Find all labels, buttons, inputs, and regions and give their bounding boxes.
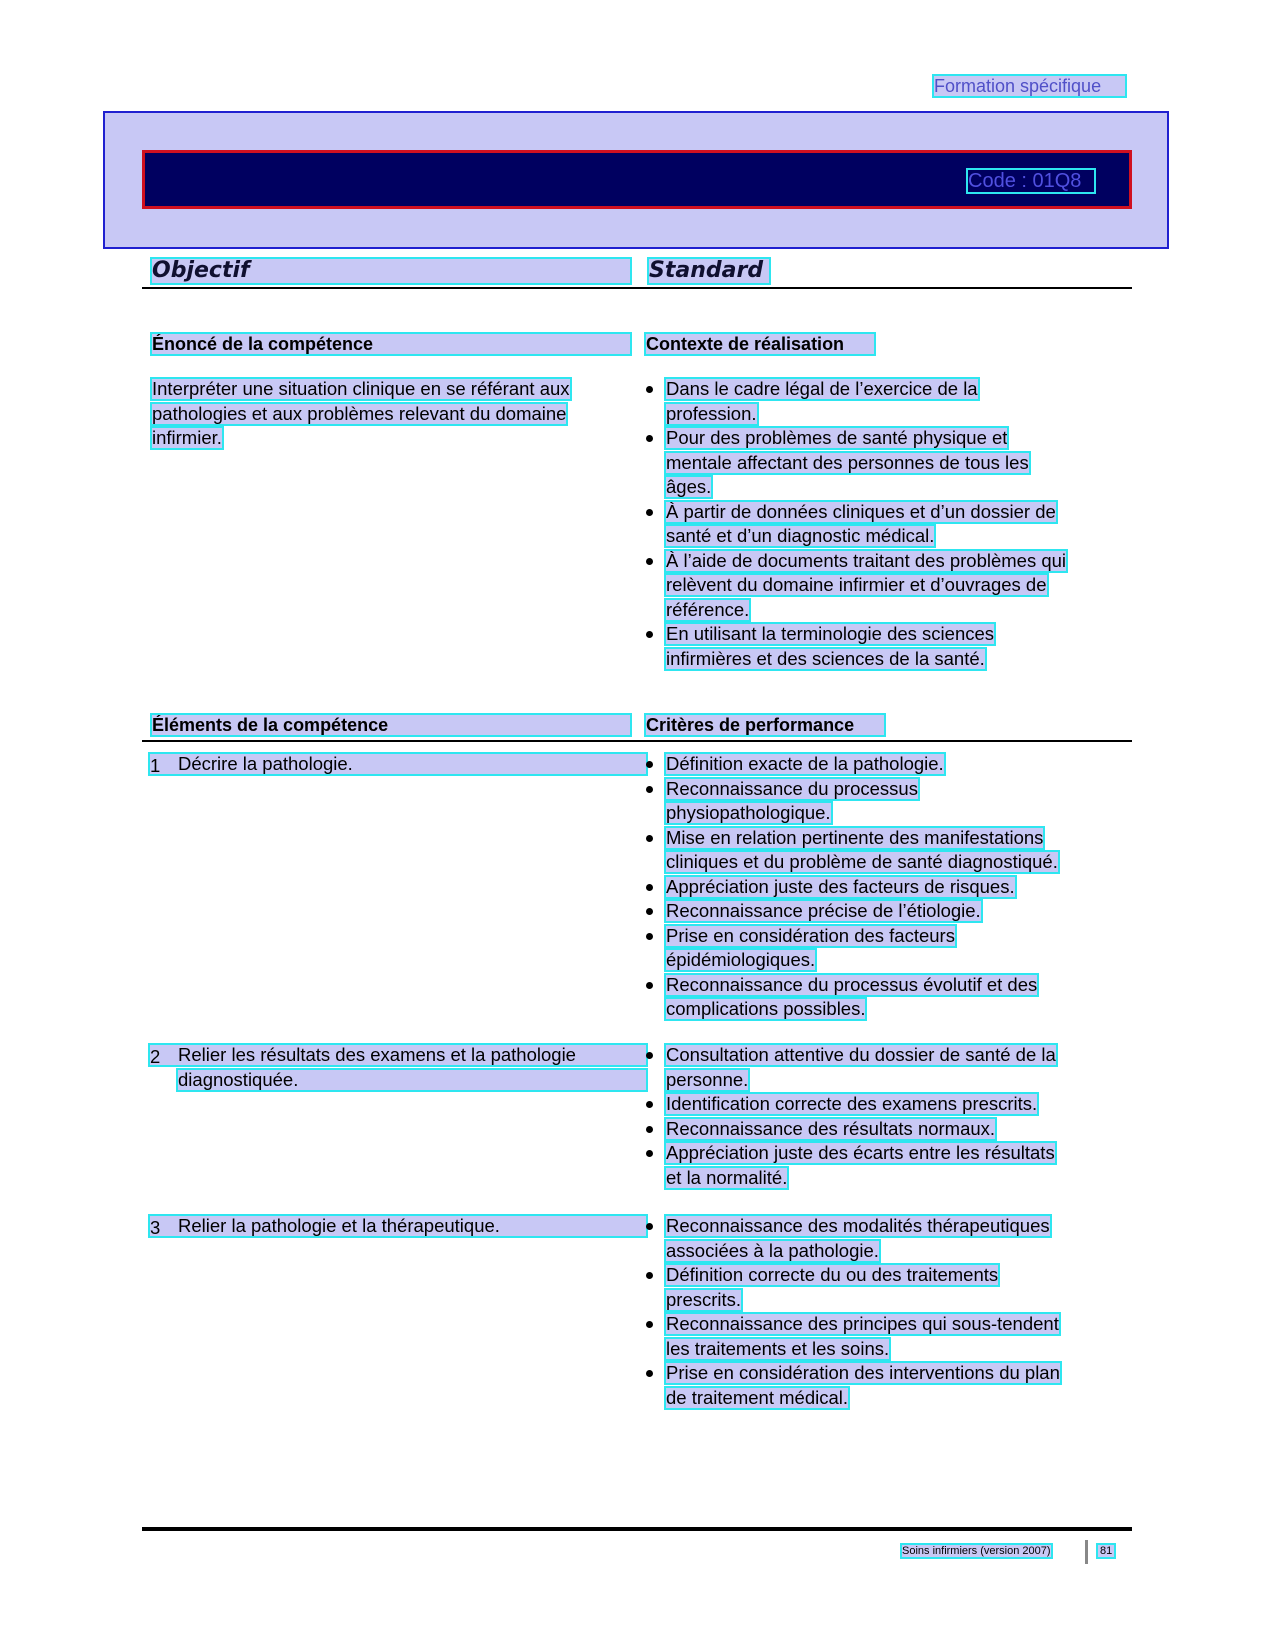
contexte-line: mentale affectant des personnes de tous les [666, 451, 1029, 473]
critere-line: Consultation attentive du dossier de santé de la [666, 1044, 1056, 1065]
critere-line: Mise en relation pertinente des manifestations [666, 826, 1044, 848]
critere-item [646, 877, 1058, 897]
critere-item [646, 975, 1058, 1020]
critere-line: et la normalité. [666, 1166, 788, 1188]
contexte-line: âges. [666, 476, 712, 497]
critere-line: Reconnaissance des modalités thérapeutiques [666, 1215, 1050, 1236]
contexte-line: profession. [666, 402, 757, 424]
contexte-title: Contexte de réalisation [646, 334, 874, 354]
critere-line: de traitement médical. [666, 1386, 849, 1408]
critere-item [646, 901, 1058, 921]
contexte-line: En utilisant la terminologie des sciences [666, 623, 995, 644]
contexte-line: santé et d’un diagnostic médical. [666, 525, 935, 546]
contexte-line: Dans le cadre légal de l’exercice de la [666, 378, 978, 399]
criteres-list [646, 1045, 1056, 1192]
contexte-item [646, 379, 1066, 424]
footer-separator [1085, 1540, 1088, 1564]
critere-line: prescrits. [666, 1288, 742, 1310]
criteres-title: Critères de performance [646, 715, 884, 735]
contexte-line: À partir de données cliniques et d’un dossier de [666, 500, 1056, 522]
contexte-line: relèvent du domaine infirmier et d’ouvrages de [666, 574, 1047, 595]
contexte-line: À l’aide de documents traitant des problèmes qui [666, 549, 1067, 571]
column-heading-standard: Standard [649, 259, 769, 283]
element-number: 2 [150, 1046, 161, 1067]
critere-line: Appréciation juste des écarts entre les résultats [666, 1142, 1055, 1163]
critere-item [646, 1143, 1056, 1188]
critere-item [646, 754, 1058, 774]
critere-line: Prise en considération des interventions du plan [666, 1362, 1060, 1383]
critere-line: Identification correcte des examens prescrits. [666, 1093, 1038, 1114]
enonce-title: Énoncé de la compétence [152, 334, 630, 354]
footer-rule [142, 1527, 1132, 1531]
critere-item [646, 1216, 1060, 1261]
criteres-list [646, 754, 1058, 1024]
criteres-list [646, 1216, 1060, 1412]
element-line: Décrire la pathologie. [178, 753, 353, 774]
critere-item [646, 1314, 1060, 1359]
critere-item [646, 1265, 1060, 1310]
code-label: Code : 01Q8 [968, 170, 1094, 192]
element-number: 3 [150, 1217, 161, 1238]
critere-line: personne. [666, 1068, 749, 1090]
critere-line: Reconnaissance des principes qui sous-tendent [666, 1313, 1059, 1334]
critere-item [646, 1363, 1060, 1408]
element-line: Relier la pathologie et la thérapeutique. [178, 1215, 500, 1236]
critere-line: associées à la pathologie. [666, 1239, 879, 1261]
critere-line: Reconnaissance précise de l’étiologie. [666, 900, 981, 921]
running-head: Formation spécifique [934, 76, 1125, 96]
page-number: 81 [1100, 1545, 1113, 1557]
critere-line: Reconnaissance du processus [666, 777, 918, 799]
critere-line: Reconnaissance du processus évolutif et des [666, 973, 1038, 995]
critere-item [646, 1119, 1056, 1139]
critere-line: Appréciation juste des facteurs de risques. [666, 875, 1015, 897]
critere-line: épidémiologiques. [666, 949, 816, 970]
critere-line: les traitements et les soins. [666, 1337, 890, 1359]
contexte-line: Pour des problèmes de santé physique et [666, 427, 1008, 448]
contexte-item [646, 551, 1066, 620]
contexte-item [646, 502, 1066, 547]
footer-text: Soins infirmiers (version 2007) [902, 1545, 1051, 1557]
critere-line: Prise en considération des facteurs [666, 924, 955, 946]
elements-title: Éléments de la compétence [152, 715, 630, 735]
critere-line: Définition exacte de la pathologie. [666, 753, 944, 774]
contexte-list [646, 379, 1066, 673]
enonce-line: pathologies et aux problèmes relevant du domaine [152, 402, 567, 424]
column-heading-objectif: Objectif [152, 259, 630, 283]
critere-item [646, 1045, 1056, 1090]
critere-line: cliniques et du problème de santé diagnostiqué. [666, 851, 1058, 872]
contexte-line: référence. [666, 598, 750, 620]
critere-item [646, 779, 1058, 824]
contexte-line: infirmières et des sciences de la santé. [666, 647, 985, 669]
element-number: 1 [150, 755, 161, 776]
critere-line: complications possibles. [666, 998, 866, 1019]
enonce-line: Interpréter une situation clinique en se référant aux [152, 378, 570, 399]
enonce-line: infirmier. [152, 427, 222, 448]
contexte-item [646, 428, 1066, 497]
element-line: Relier les résultats des examens et la pathologie [178, 1044, 576, 1065]
critere-line: physiopathologique. [666, 802, 831, 823]
enonce-text [152, 379, 570, 453]
contexte-item [646, 624, 1066, 669]
critere-line: Reconnaissance des résultats normaux. [666, 1117, 996, 1139]
critere-item [646, 926, 1058, 971]
elements-rule [142, 740, 1132, 742]
element-line: diagnostiquée. [178, 1068, 299, 1090]
critere-item [646, 1094, 1056, 1114]
critere-item [646, 828, 1058, 873]
critere-line: Définition correcte du ou des traitements [666, 1264, 999, 1285]
heading-rule [142, 287, 1132, 289]
